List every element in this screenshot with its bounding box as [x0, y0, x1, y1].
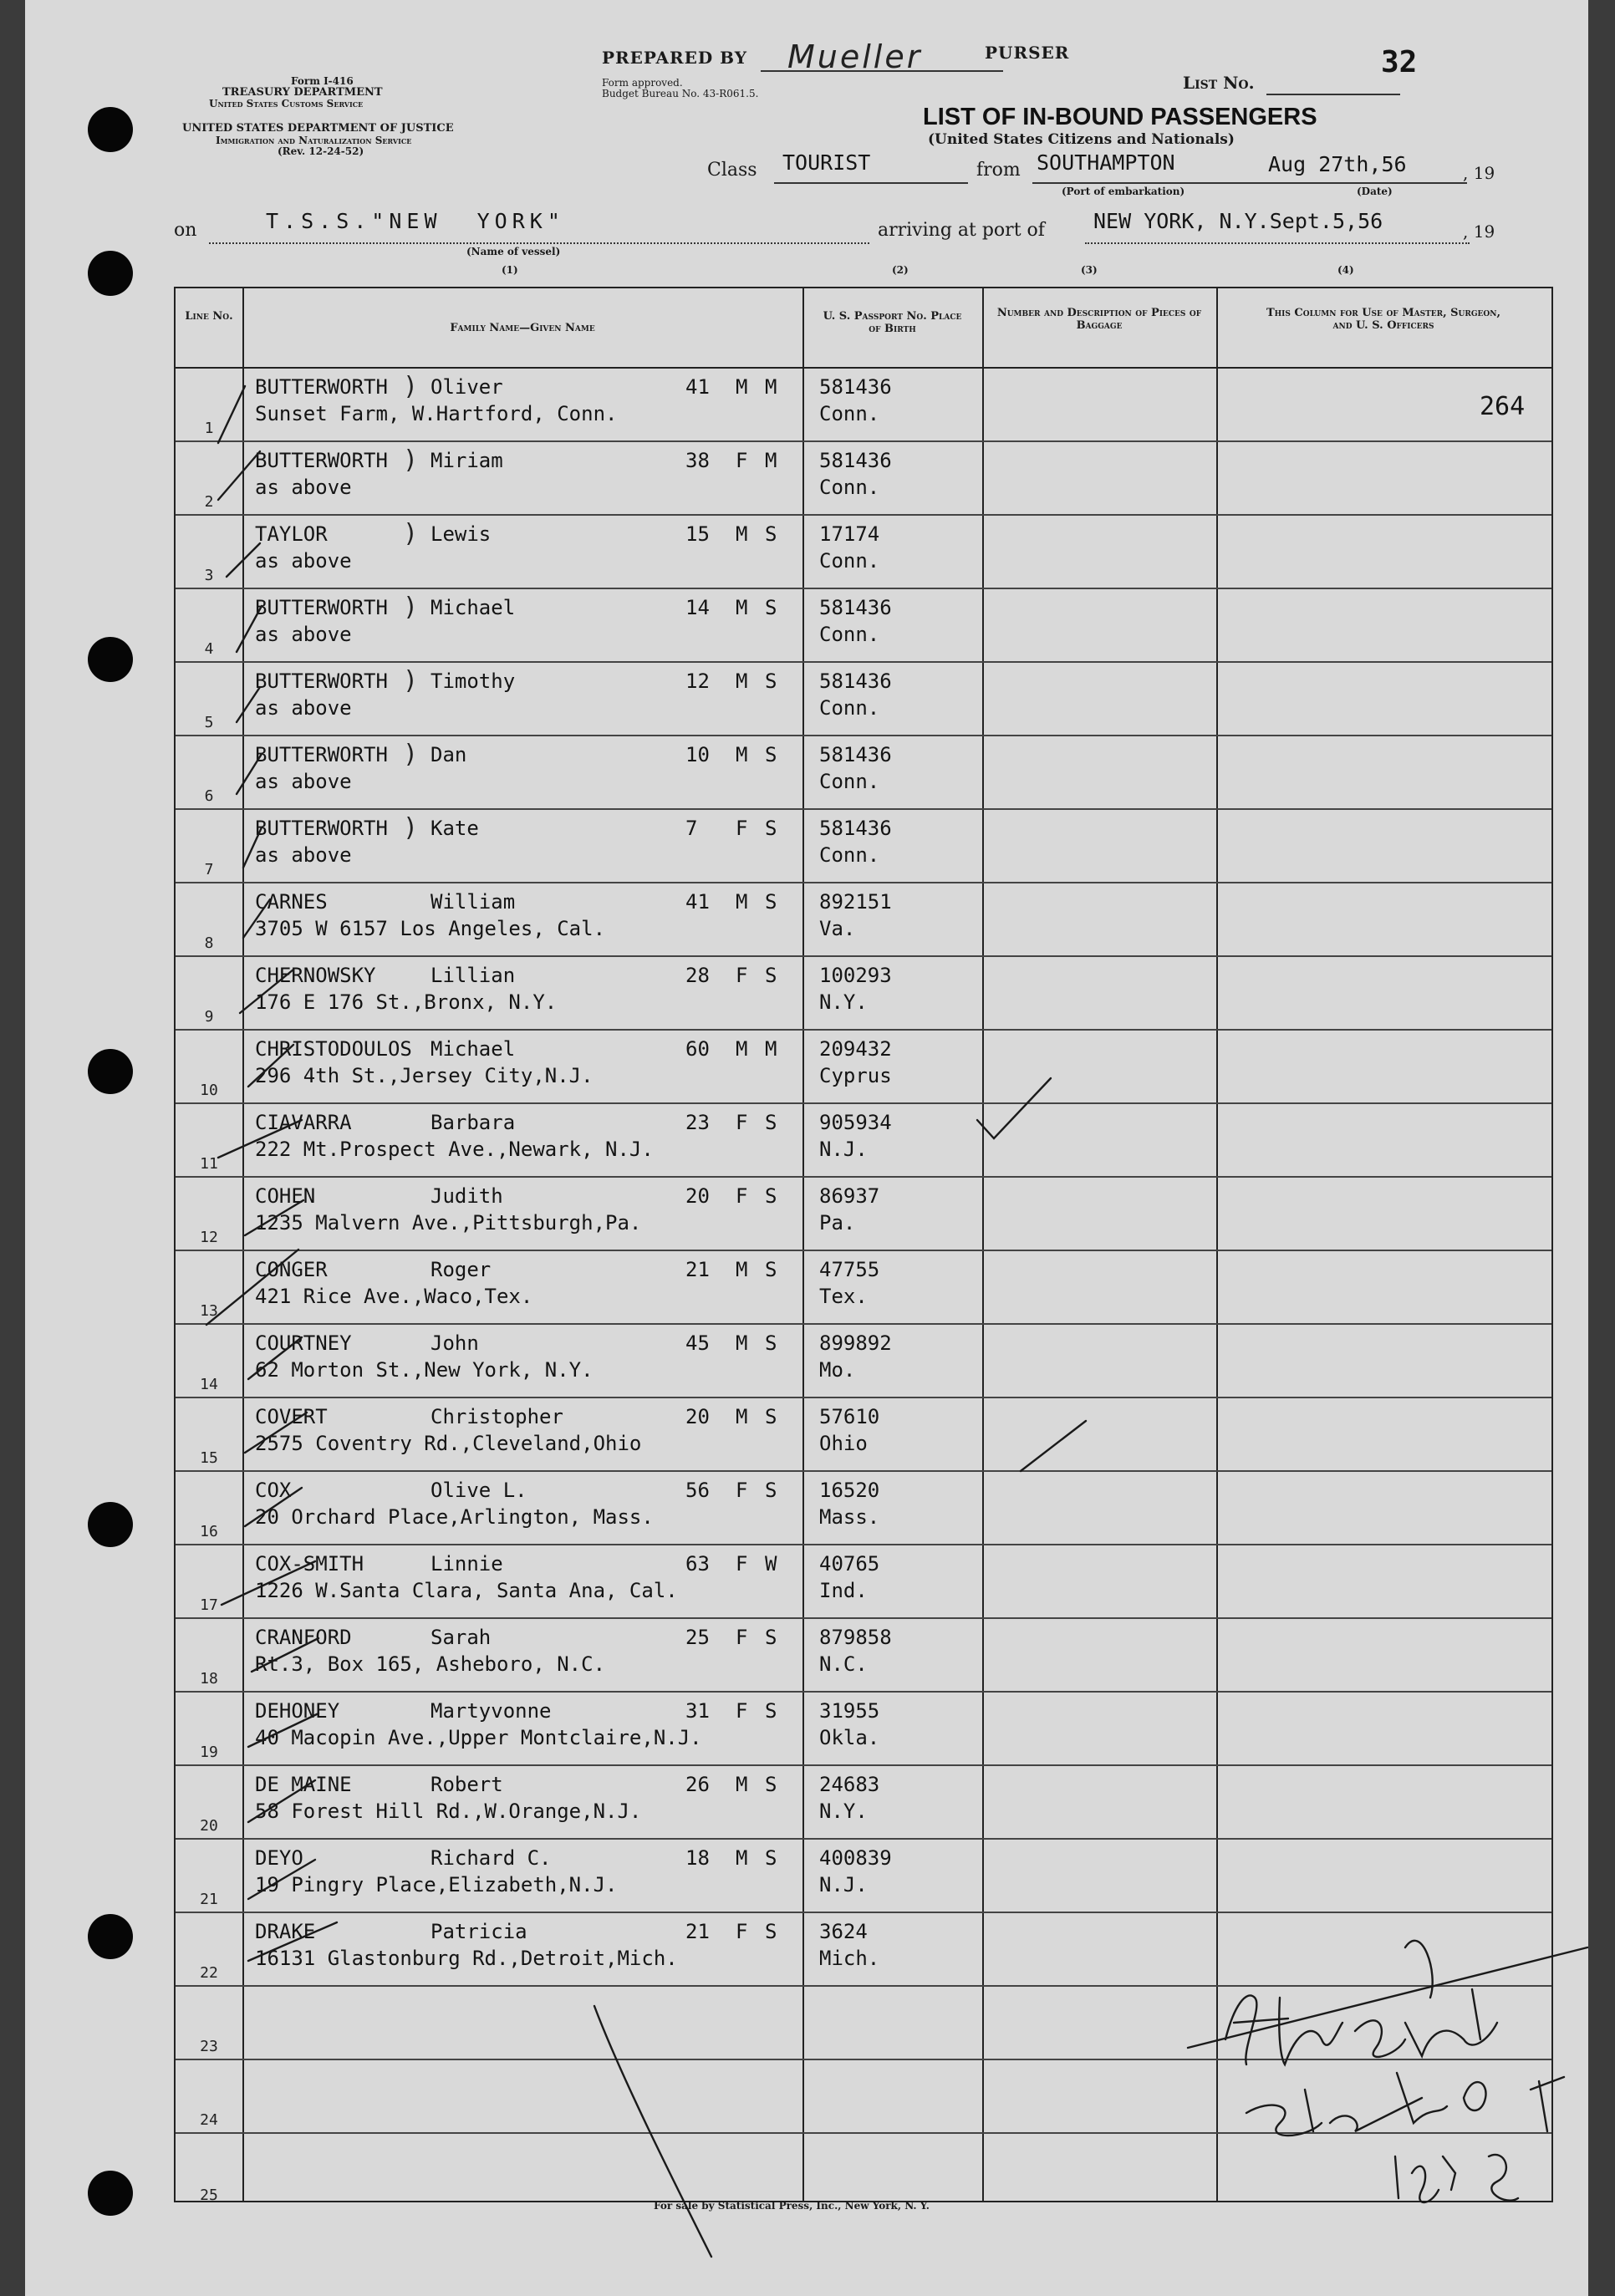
- place-of-birth: N.J.: [819, 1873, 868, 1896]
- place-of-birth: Va.: [819, 917, 856, 940]
- marital-status: S: [765, 669, 777, 693]
- marital-status: S: [765, 1699, 777, 1723]
- passport-number: 209432: [819, 1037, 892, 1061]
- line-number: 12: [200, 1229, 218, 1246]
- marital-status: M: [765, 1037, 777, 1061]
- given-name: Lewis: [430, 522, 492, 546]
- place-of-birth: Conn.: [819, 476, 880, 499]
- sex: M: [736, 375, 748, 399]
- list-no-label: List No.: [1183, 73, 1255, 93]
- family-name: DE MAINE: [255, 1773, 352, 1796]
- given-name: Olive L.: [430, 1479, 527, 1502]
- place-of-birth: Pa.: [819, 1211, 856, 1235]
- sex: F: [736, 1479, 748, 1502]
- given-name: Roger: [430, 1258, 492, 1281]
- table-row: [176, 1325, 1551, 1398]
- family-name: COHEN: [255, 1184, 316, 1208]
- line-number: 24: [200, 2111, 218, 2129]
- age: 41: [685, 375, 710, 399]
- family-name: BUTTERWORTH: [255, 743, 388, 766]
- sex: F: [736, 1699, 748, 1723]
- col-num-3: (3): [1081, 264, 1098, 276]
- family-bracket: ): [403, 740, 419, 769]
- date-underline: [1262, 182, 1467, 184]
- punch-hole: [88, 107, 133, 152]
- address: 222 Mt.Prospect Ave.,Newark, N.J.: [255, 1138, 654, 1161]
- family-bracket: ): [403, 445, 419, 475]
- arriving-label: arriving at port of: [878, 220, 1045, 241]
- address: 2575 Coventry Rd.,Cleveland,Ohio: [255, 1432, 642, 1455]
- address: as above: [255, 770, 352, 793]
- line-number: 5: [204, 714, 214, 731]
- family-name: CRANFORD: [255, 1626, 352, 1649]
- place-of-birth: Conn.: [819, 843, 880, 867]
- family-name: CHRISTODOULOS: [255, 1037, 412, 1061]
- manifest-page: [25, 0, 1588, 2296]
- marital-status: S: [765, 1773, 777, 1796]
- vessel-value: T.S.S."NEW YORK": [266, 209, 565, 233]
- address: as above: [255, 623, 352, 646]
- age: 28: [685, 964, 710, 987]
- marital-status: S: [765, 1920, 777, 1943]
- passport-number: 31955: [819, 1699, 880, 1723]
- purser-name: Mueller: [787, 38, 923, 75]
- given-name: Christopher: [430, 1405, 563, 1428]
- table-row: [176, 1619, 1551, 1693]
- family-name: CHERNOWSKY: [255, 964, 376, 987]
- passport-number: 100293: [819, 964, 892, 987]
- address: 58 Forest Hill Rd.,W.Orange,N.J.: [255, 1800, 642, 1823]
- table-row: [176, 589, 1551, 663]
- family-name: BUTTERWORTH: [255, 449, 388, 472]
- place-of-birth: Ind.: [819, 1579, 868, 1602]
- passport-number: 86937: [819, 1184, 880, 1208]
- address: as above: [255, 696, 352, 720]
- given-name: William: [430, 890, 516, 914]
- given-name: Miriam: [430, 449, 503, 472]
- punch-hole: [88, 2171, 133, 2216]
- family-name: DEYO: [255, 1846, 303, 1870]
- marital-status: M: [765, 449, 777, 472]
- port-underline: [1032, 182, 1266, 184]
- table-row: [176, 369, 1551, 442]
- family-name: COVERT: [255, 1405, 328, 1428]
- place-of-birth: Conn.: [819, 770, 880, 793]
- address: 1235 Malvern Ave.,Pittsburgh,Pa.: [255, 1211, 642, 1235]
- col-num-4: (4): [1337, 264, 1354, 276]
- passport-number: 400839: [819, 1846, 892, 1870]
- year-suffix: , 19: [1463, 163, 1495, 183]
- place-of-birth: Mo.: [819, 1358, 856, 1382]
- line-number: 23: [200, 2038, 218, 2055]
- family-bracket: ): [403, 519, 419, 548]
- address: 20 Orchard Place,Arlington, Mass.: [255, 1505, 654, 1529]
- marital-status: S: [765, 1626, 777, 1649]
- line-number: 13: [200, 1302, 218, 1320]
- age: 38: [685, 449, 710, 472]
- budget-bureau: Budget Bureau No. 43-R061.5.: [602, 88, 759, 99]
- family-bracket: ): [403, 593, 419, 622]
- sex: M: [736, 1258, 748, 1281]
- age: 12: [685, 669, 710, 693]
- passport-number: 581436: [819, 375, 892, 399]
- address: as above: [255, 549, 352, 573]
- table-row: [176, 1031, 1551, 1104]
- line-number: 21: [200, 1891, 218, 1908]
- col-num-2: (2): [892, 264, 909, 276]
- given-name: Robert: [430, 1773, 503, 1796]
- age: 20: [685, 1405, 710, 1428]
- family-name: BUTTERWORTH: [255, 669, 388, 693]
- passport-number: 905934: [819, 1111, 892, 1134]
- sex: M: [736, 890, 748, 914]
- sex: M: [736, 1846, 748, 1870]
- passport-number: 17174: [819, 522, 880, 546]
- passport-number: 57610: [819, 1405, 880, 1428]
- place-of-birth: Tex.: [819, 1285, 868, 1308]
- given-name: Lillian: [430, 964, 516, 987]
- on-label: on: [174, 220, 197, 241]
- line-number: 22: [200, 1964, 218, 1982]
- embark-date-value: Aug 27th,56: [1268, 152, 1407, 176]
- passport-number: 892151: [819, 890, 892, 914]
- age: 15: [685, 522, 710, 546]
- line-number: 2: [204, 493, 214, 511]
- table-row: [176, 1178, 1551, 1251]
- address: 19 Pingry Place,Elizabeth,N.J.: [255, 1873, 618, 1896]
- table-row: [176, 1693, 1551, 1766]
- line-number: 18: [200, 1670, 218, 1688]
- col-header-name: Family Name—Given Name: [450, 322, 595, 334]
- family-name: DEHONEY: [255, 1699, 340, 1723]
- sex: F: [736, 449, 748, 472]
- address: 296 4th St.,Jersey City,N.J.: [255, 1064, 594, 1087]
- table-row: [176, 1840, 1551, 1913]
- col-header-passport: U. S. Passport No. Place of Birth: [823, 310, 962, 335]
- address: 1226 W.Santa Clara, Santa Ana, Cal.: [255, 1579, 678, 1602]
- sex: F: [736, 817, 748, 840]
- table-row: [176, 1766, 1551, 1840]
- place-of-birth: Conn.: [819, 696, 880, 720]
- sex: M: [736, 669, 748, 693]
- given-name: Timothy: [430, 669, 516, 693]
- marital-status: S: [765, 1405, 777, 1428]
- arrival-underline: [1085, 242, 1470, 244]
- passport-number: 899892: [819, 1331, 892, 1355]
- line-number: 20: [200, 1817, 218, 1835]
- age: 45: [685, 1331, 710, 1355]
- passport-number: 581436: [819, 817, 892, 840]
- table-row: [176, 2134, 1551, 2207]
- page-title: LIST OF IN-BOUND PASSENGERS: [923, 104, 1317, 130]
- arrival-port-value: NEW YORK, N.Y.Sept.5,56: [1093, 209, 1383, 233]
- marital-status: S: [765, 1258, 777, 1281]
- line-number: 25: [200, 2187, 218, 2204]
- sex: F: [736, 1184, 748, 1208]
- table-row: [176, 1104, 1551, 1178]
- page-subtitle: (United States Citizens and Nationals): [928, 131, 1235, 148]
- given-name: Michael: [430, 1037, 516, 1061]
- sex: M: [736, 1331, 748, 1355]
- age: 56: [685, 1479, 710, 1502]
- given-name: Kate: [430, 817, 479, 840]
- sex: F: [736, 1626, 748, 1649]
- family-name: CARNES: [255, 890, 328, 914]
- passport-number: 3624: [819, 1920, 868, 1943]
- place-of-birth: Conn.: [819, 549, 880, 573]
- sex: F: [736, 1111, 748, 1134]
- from-label: from: [976, 160, 1021, 181]
- marital-status: S: [765, 964, 777, 987]
- age: 26: [685, 1773, 710, 1796]
- class-label: Class: [707, 160, 757, 181]
- address: 421 Rice Ave.,Waco,Tex.: [255, 1285, 533, 1308]
- family-name: BUTTERWORTH: [255, 817, 388, 840]
- address: 62 Morton St.,New York, N.Y.: [255, 1358, 594, 1382]
- line-number: 11: [200, 1155, 218, 1173]
- line-number: 16: [200, 1523, 218, 1540]
- marital-status: S: [765, 1479, 777, 1502]
- port-caption: (Port of embarkation): [1062, 186, 1185, 197]
- age: 18: [685, 1846, 710, 1870]
- form-id: Form I-416: [291, 75, 354, 87]
- line-number: 7: [204, 861, 214, 878]
- punch-hole: [88, 637, 133, 682]
- class-value: TOURIST: [782, 150, 871, 175]
- sex: M: [736, 743, 748, 766]
- passport-number: 879858: [819, 1626, 892, 1649]
- passport-number: 47755: [819, 1258, 880, 1281]
- line-number: 9: [204, 1008, 214, 1026]
- table-row: [176, 736, 1551, 810]
- col-header-line-no: Line No.: [185, 310, 233, 323]
- marital-status: S: [765, 1184, 777, 1208]
- place-of-birth: Cyprus: [819, 1064, 892, 1087]
- line-number: 15: [200, 1449, 218, 1467]
- place-of-birth: N.C.: [819, 1652, 868, 1676]
- family-name: TAYLOR: [255, 522, 328, 546]
- address: 176 E 176 St.,Bronx, N.Y.: [255, 990, 558, 1014]
- family-name: CONGER: [255, 1258, 328, 1281]
- sex: F: [736, 1920, 748, 1943]
- vessel-underline: [209, 242, 869, 244]
- age: 23: [685, 1111, 710, 1134]
- col-header-baggage: Number and Description of Pieces of Baggage: [996, 307, 1202, 332]
- class-underline: [774, 182, 968, 184]
- line-number: 1: [204, 420, 214, 437]
- sex: M: [736, 1405, 748, 1428]
- address: as above: [255, 476, 352, 499]
- table-row: [176, 2060, 1551, 2134]
- age: 10: [685, 743, 710, 766]
- purser-underline: [761, 70, 1003, 72]
- address: 40 Macopin Ave.,Upper Montclaire,N.J.: [255, 1726, 702, 1749]
- place-of-birth: N.Y.: [819, 990, 868, 1014]
- age: 21: [685, 1258, 710, 1281]
- treasury-dept: TREASURY DEPARTMENT: [222, 86, 383, 99]
- given-name: Oliver: [430, 375, 503, 399]
- place-of-birth: Okla.: [819, 1726, 880, 1749]
- age: 20: [685, 1184, 710, 1208]
- line-number: 3: [204, 567, 214, 584]
- col-num-1: (1): [502, 264, 518, 276]
- line-number: 4: [204, 640, 214, 658]
- passport-number: 581436: [819, 596, 892, 619]
- ins-service: Immigration and Naturalization Service: [216, 135, 412, 146]
- punch-hole: [88, 251, 133, 296]
- given-name: Judith: [430, 1184, 503, 1208]
- place-of-birth: Conn.: [819, 623, 880, 646]
- age: 25: [685, 1626, 710, 1649]
- table-header: [176, 288, 1551, 369]
- line-number: 10: [200, 1082, 218, 1099]
- port-embarkation-value: SOUTHAMPTON: [1037, 150, 1175, 175]
- table-row: [176, 1472, 1551, 1545]
- family-bracket: ): [403, 666, 419, 695]
- place-of-birth: N.J.: [819, 1138, 868, 1161]
- given-name: Martyvonne: [430, 1699, 552, 1723]
- table-row: [176, 663, 1551, 736]
- line-number: 6: [204, 787, 214, 805]
- marital-status: S: [765, 817, 777, 840]
- passport-number: 581436: [819, 449, 892, 472]
- family-bracket: ): [403, 372, 419, 401]
- col-header-officers: This Column for Use of Master, Surgeon, and U. S. Officers: [1266, 307, 1501, 332]
- customs-service: United States Customs Service: [209, 98, 364, 109]
- family-bracket: ): [403, 813, 419, 843]
- sex: M: [736, 596, 748, 619]
- marital-status: S: [765, 522, 777, 546]
- address: Sunset Farm, W.Hartford, Conn.: [255, 402, 618, 425]
- table-row: [176, 442, 1551, 516]
- family-name: CIAVARRA: [255, 1111, 352, 1134]
- table-row: [176, 1545, 1551, 1619]
- address: as above: [255, 843, 352, 867]
- passport-number: 16520: [819, 1479, 880, 1502]
- place-of-birth: Conn.: [819, 402, 880, 425]
- list-no-underline: [1266, 94, 1400, 95]
- age: 60: [685, 1037, 710, 1061]
- punch-hole: [88, 1049, 133, 1094]
- marital-status: M: [765, 375, 777, 399]
- given-name: Richard C.: [430, 1846, 552, 1870]
- printer-footer: For sale by Statistical Press, Inc., New York, N. Y.: [654, 2200, 930, 2212]
- age: 31: [685, 1699, 710, 1723]
- family-name: COX-SMITH: [255, 1552, 364, 1576]
- punch-hole: [88, 1914, 133, 1959]
- line-number: 14: [200, 1376, 218, 1393]
- sex: M: [736, 1037, 748, 1061]
- given-name: Dan: [430, 743, 467, 766]
- marital-status: S: [765, 1331, 777, 1355]
- line-number: 8: [204, 934, 214, 952]
- given-name: Sarah: [430, 1626, 492, 1649]
- age: 63: [685, 1552, 710, 1576]
- prepared-by-label: PREPARED BY: [602, 48, 748, 68]
- address: 3705 W 6157 Los Angeles, Cal.: [255, 917, 606, 940]
- vessel-caption: (Name of vessel): [466, 246, 561, 257]
- age: 41: [685, 890, 710, 914]
- table-row: [176, 957, 1551, 1031]
- date-caption: (Date): [1357, 186, 1393, 197]
- given-name: Michael: [430, 596, 516, 619]
- passenger-table: [174, 287, 1553, 2202]
- place-of-birth: Mich.: [819, 1947, 880, 1970]
- table-row: [176, 1913, 1551, 1987]
- passport-number: 581436: [819, 743, 892, 766]
- given-name: Patricia: [430, 1920, 527, 1943]
- place-of-birth: Mass.: [819, 1505, 880, 1529]
- address: Rt.3, Box 165, Asheboro, N.C.: [255, 1652, 606, 1676]
- passport-number: 581436: [819, 669, 892, 693]
- table-row: [176, 810, 1551, 883]
- table-row: [176, 1251, 1551, 1325]
- marital-status: S: [765, 596, 777, 619]
- family-name: DRAKE: [255, 1920, 316, 1943]
- purser-label: PURSER: [985, 43, 1070, 63]
- marital-status: S: [765, 1846, 777, 1870]
- sex: F: [736, 1552, 748, 1576]
- line-number: 19: [200, 1744, 218, 1761]
- place-of-birth: N.Y.: [819, 1800, 868, 1823]
- arrival-year-suffix: , 19: [1463, 221, 1495, 242]
- table-row: [176, 516, 1551, 589]
- passport-number: 24683: [819, 1773, 880, 1796]
- marital-status: W: [765, 1552, 777, 1576]
- place-of-birth: Ohio: [819, 1432, 868, 1455]
- age: 14: [685, 596, 710, 619]
- punch-hole: [88, 1502, 133, 1547]
- given-name: John: [430, 1331, 479, 1355]
- sex: F: [736, 964, 748, 987]
- table-row: [176, 883, 1551, 957]
- form-revision: (Rev. 12-24-52): [278, 145, 364, 157]
- address: 16131 Glastonburg Rd.,Detroit,Mich.: [255, 1947, 678, 1970]
- marital-status: S: [765, 743, 777, 766]
- passport-number: 40765: [819, 1552, 880, 1576]
- age: 21: [685, 1920, 710, 1943]
- justice-dept: UNITED STATES DEPARTMENT OF JUSTICE: [182, 122, 454, 135]
- table-row: [176, 1987, 1551, 2060]
- family-name: BUTTERWORTH: [255, 375, 388, 399]
- line-number: 17: [200, 1596, 218, 1614]
- form-approved: Form approved.: [602, 77, 683, 89]
- annotation-264: 264: [1480, 392, 1526, 421]
- table-row: [176, 1398, 1551, 1472]
- sex: M: [736, 522, 748, 546]
- list-number: 32: [1381, 45, 1418, 79]
- given-name: Barbara: [430, 1111, 516, 1134]
- marital-status: S: [765, 1111, 777, 1134]
- family-name: COX: [255, 1479, 292, 1502]
- marital-status: S: [765, 890, 777, 914]
- family-name: COURTNEY: [255, 1331, 352, 1355]
- age: 7: [685, 817, 698, 840]
- family-name: BUTTERWORTH: [255, 596, 388, 619]
- sex: M: [736, 1773, 748, 1796]
- given-name: Linnie: [430, 1552, 503, 1576]
